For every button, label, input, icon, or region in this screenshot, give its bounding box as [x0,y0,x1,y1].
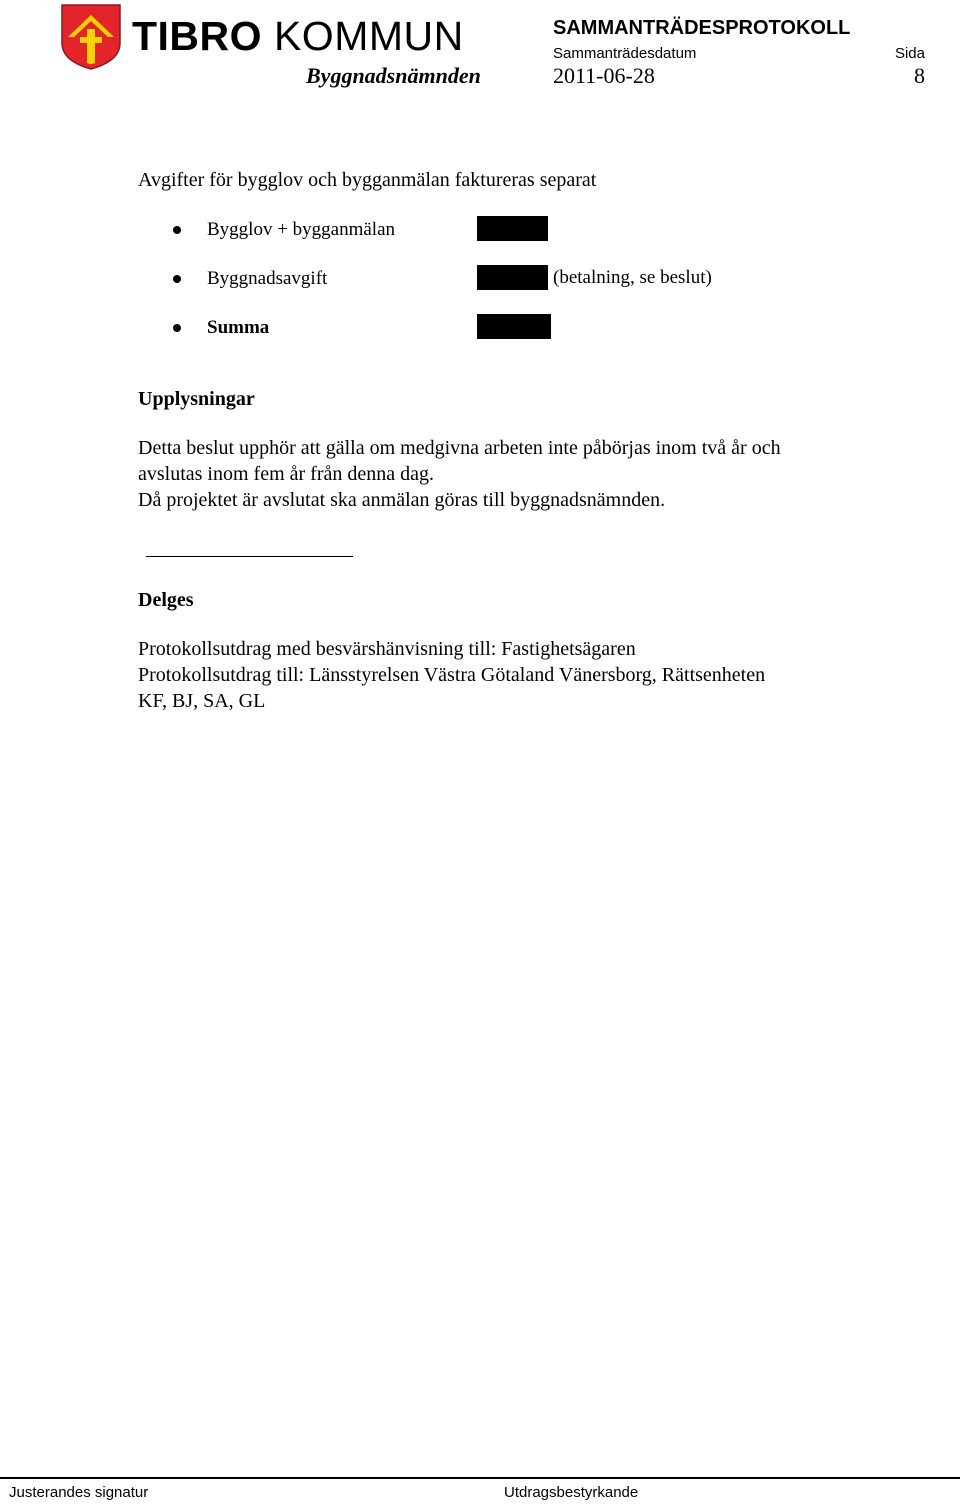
information-heading: Upplysningar [138,388,255,410]
fee-item-note: (betalning, se beslut) [553,267,712,288]
fee-total-label: Summa [207,317,270,338]
signature-label: Justerandes signatur [9,1484,149,1501]
meeting-date-label: Sammanträdesdatum [553,45,697,62]
bullet-dot-icon [173,324,181,332]
information-line: avslutas inom fem år från denna dag. [138,463,435,485]
redacted-amount [477,265,548,290]
logo-text-bold: TIBRO [132,13,263,59]
information-line: Detta beslut upphör att gälla om medgivna arbeten inte påbörjas inom två år och [138,437,781,459]
redacted-amount [477,216,548,241]
bullet-dot-icon [173,226,181,234]
extract-certification-label: Utdragsbestyrkande [504,1484,639,1501]
document-type: SAMMANTRÄDESPROTOKOLL [553,17,851,39]
committee-name: Byggnadsnämnden [306,63,481,88]
footer-rule [0,1477,960,1479]
section-divider [146,556,353,557]
tibro-coat-of-arms-icon [60,3,122,71]
fee-item-label: Bygglov + bygganmälan [207,219,396,240]
redacted-amount [477,314,551,339]
meeting-date-value: 2011-06-28 [553,63,655,88]
bullet-dot-icon [173,275,181,283]
page-number-label: Sida [894,45,925,62]
fee-item-label: Byggnadsavgift [207,268,328,289]
logo-text-regular: KOMMUN [273,13,464,59]
distribution-line: Protokollsutdrag med besvärshänvisning till: Fastighetsägaren [138,638,636,660]
page-number-value: 8 [914,63,925,88]
municipality-logo-text [132,12,464,60]
distribution-heading: Delges [138,589,194,611]
information-line: Då projektet är avslutat ska anmälan göras till byggnadsnämnden. [138,489,666,511]
distribution-line: KF, BJ, SA, GL [138,690,266,712]
distribution-line: Protokollsutdrag till: Länsstyrelsen Västra Götaland Vänersborg, Rättsenheten [138,664,766,686]
fees-intro: Avgifter för bygglov och bygganmälan faktureras separat [138,169,597,191]
